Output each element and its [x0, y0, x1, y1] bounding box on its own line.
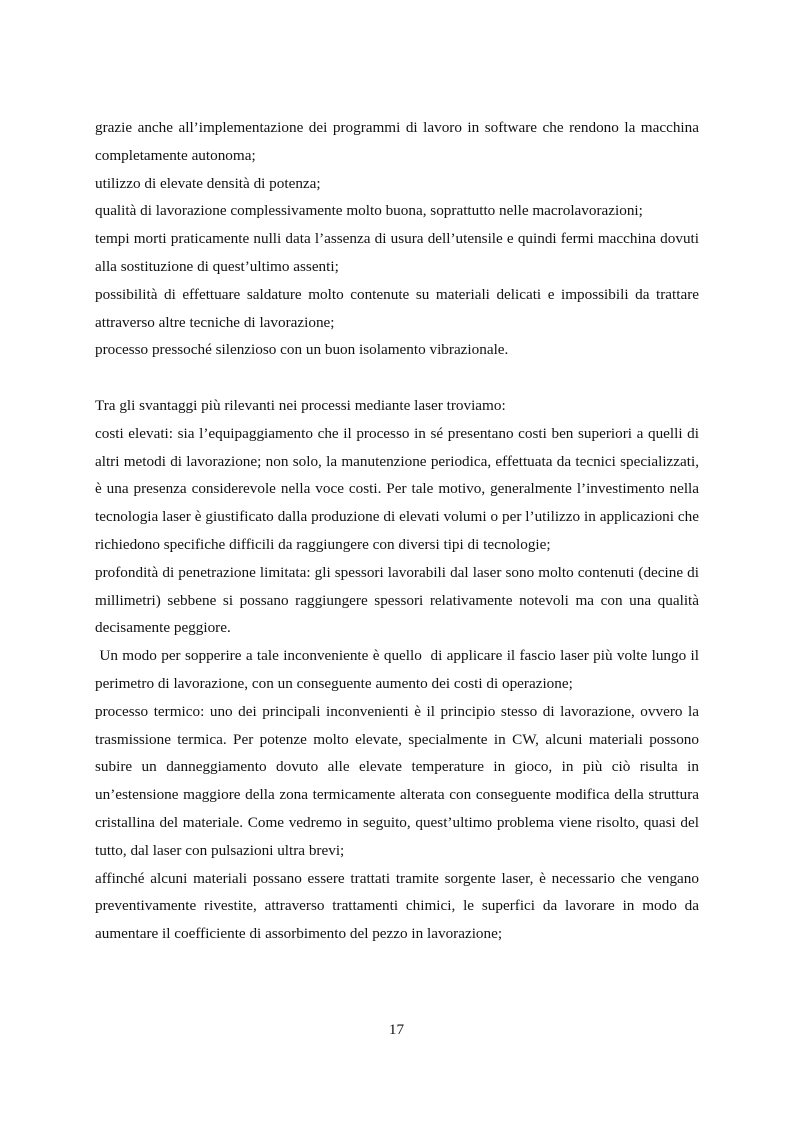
disadvantage-item: affinché alcuni materiali possano essere trattati tramite sorgente laser, è necessario che vengano preventivamente rivestite, attraverso trattamenti chimici, le superfici da lavorare in modo da aumentare il coefficiente di assorbimento del pezzo in lavorazione;	[95, 869, 699, 943]
advantage-item: possibilità di effettuare saldature molto contenute su materiali delicati e impossibili da trattare attraverso altre tecniche di lavorazione;	[95, 285, 699, 331]
disadvantages-intro: Tra gli svantaggi più rilevanti nei processi mediante laser troviamo:	[95, 396, 506, 414]
advantage-item: utilizzo di elevate densità di potenza;	[95, 174, 321, 192]
disadvantage-item: processo termico: uno dei principali inconvenienti è il principio stesso di lavorazione, ovvero la trasmissione termica. Per potenze molto elevate, specialmente in CW, alcuni materiali possono subire un danneggiamento dovuto alle elevate temperature in gioco, in più ciò risulta in un’estensione maggiore della zona termicamente alterata con conseguente modifica della struttura cristallina del materiale. Come vedremo in seguito, quest’ultimo problema viene risolto, quasi del tutto, dal laser con pulsazioni ultra brevi;	[95, 702, 699, 859]
disadvantage-item: Un modo per sopperire a tale inconveniente è quello di applicare il fascio laser più volte lungo il perimetro di lavorazione, con un conseguente aumento dei costi di operazione;	[95, 647, 703, 692]
advantage-item: qualità di lavorazione complessivamente molto buona, soprattutto nelle macrolavorazioni;	[95, 202, 643, 220]
page-number: 17	[388, 1021, 405, 1038]
advantage-item: tempi morti praticamente nulli data l’assenza di usura dell’utensile e quindi fermi macchina dovuti alla sostituzione di quest’ultimo assenti;	[95, 230, 699, 275]
advantage-item: processo pressoché silenzioso con un buon isolamento vibrazionale.	[95, 341, 509, 359]
page-body	[95, 114, 703, 948]
disadvantage-item: costi elevati: sia l’equipaggiamento che il processo in sé presentano costi ben superiori a quelli di altri metodi di lavorazione; non solo, la manutenzione periodica, effettuata da tecnici specializzati, è una presenza considerevole nella voce costi. Per tale motivo, generalmente l’investimento nella tecnologia laser è giustificato dalla produzione di elevati volumi o per l’utilizzo in applicazioni che richiedono specifiche difficili da raggiungere con diversi tipi di tecnologie;	[95, 424, 699, 553]
advantage-item: grazie anche all’implementazione dei programmi di lavoro in software che rendono la macchina completamente autonoma;	[95, 119, 699, 164]
paragraph-gap	[95, 364, 699, 392]
disadvantage-item: profondità di penetrazione limitata: gli spessori lavorabili dal laser sono molto contenuti (decine di millimetri) sebbene si possano raggiungere spessori relativamente notevoli ma con una qualità decisamente peggiore.	[95, 563, 699, 637]
